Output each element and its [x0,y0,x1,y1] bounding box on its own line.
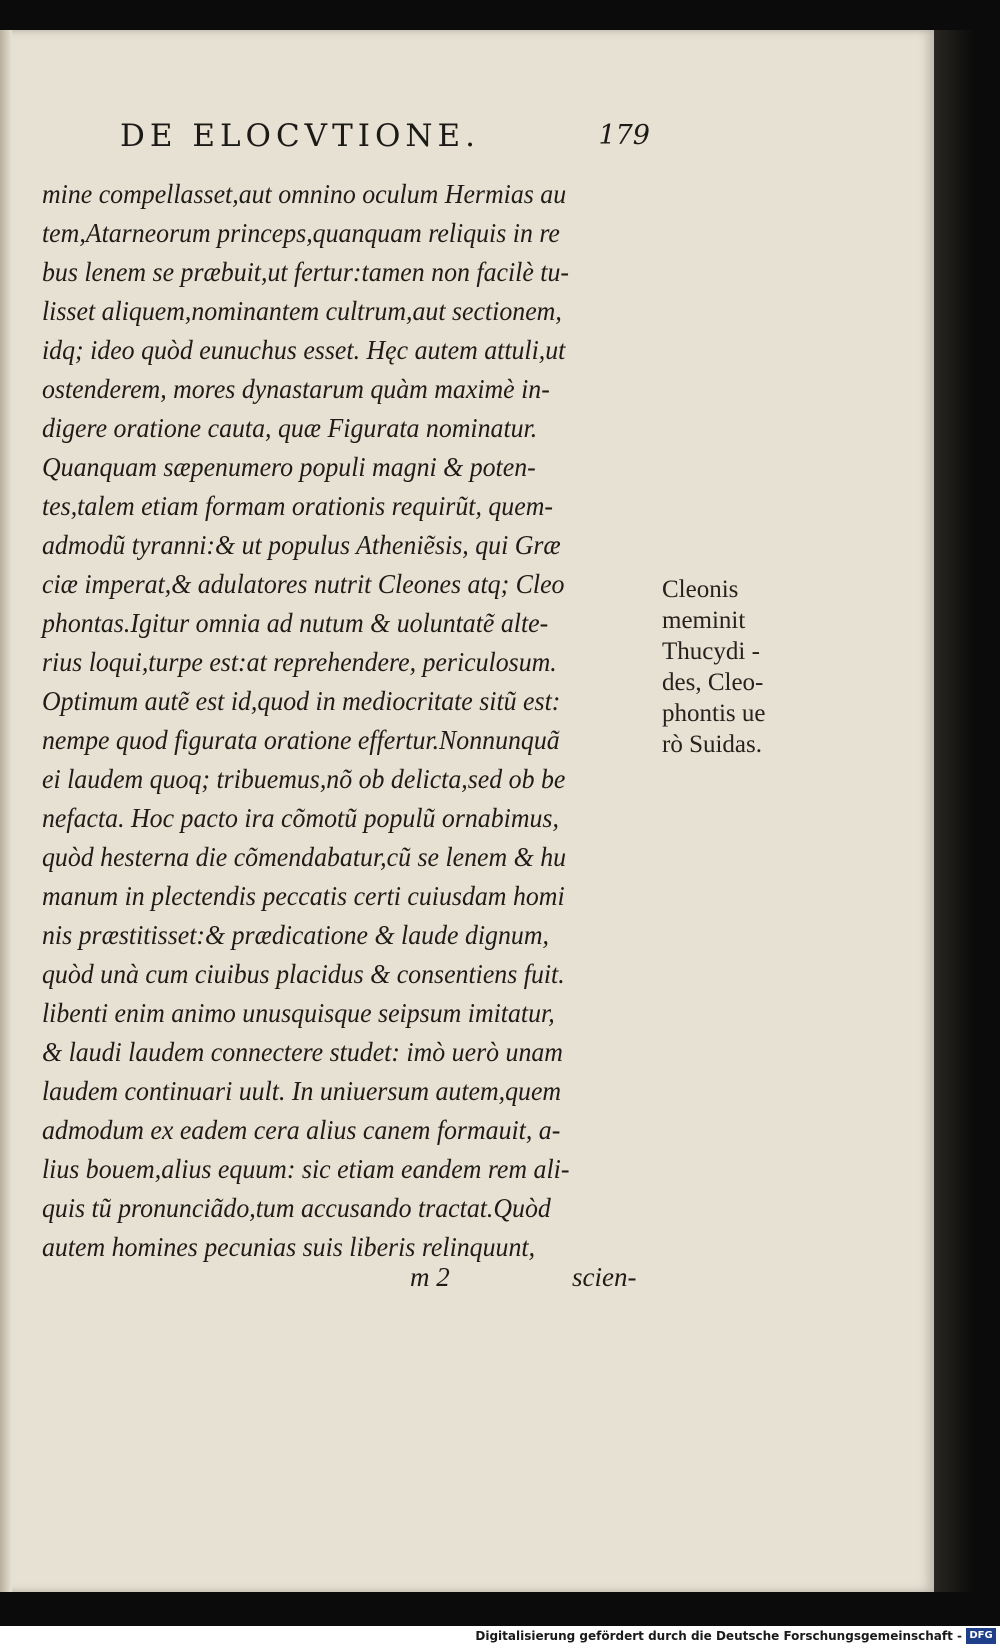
text-line: quòd hesterna die cõmendabatur,cũ se lenem & hu [42,841,567,872]
margin-note [662,574,802,760]
text-line: ostenderem, mores dynastarum quàm maximè in- [42,373,550,404]
page-number: 179 [598,120,650,151]
signature-mark: m 2 [410,1262,450,1292]
text-line: lius bouem,alius equum: sic etiam eandem rem ali- [42,1153,570,1184]
text-line: lisset aliquem,nominantem cultrum,aut sectionem, [42,295,562,326]
funding-credit: Digitalisierung gefördert durch die Deutsche Forschungsgemeinschaft - [475,1629,962,1643]
text-line: tem,Atarneorum princeps,quanquam reliquis in re [42,217,560,248]
margin-note-line: Cleonis [662,576,739,603]
text-line: nefacta. Hoc pacto ira cõmotũ populũ ornabimus, [42,802,559,833]
text-line: phontas.Igitur omnia ad nutum & uoluntatẽ alte- [42,607,549,638]
text-line: nis præstitisset:& prædicatione & laude dignum, [42,919,549,950]
text-line: tes,talem etiam formam orationis requirũt, quem- [42,490,553,521]
text-line: mine compellasset,aut omnino oculum Hermias au [42,178,567,209]
text-line: admodum ex eadem cera alius canem formauit, a- [42,1114,561,1145]
text-line: quòd unà cum ciuibus placidus & consentiens fuit. [42,958,565,989]
body-text [42,174,662,1266]
running-head: DE ELOCVTIONE. [120,118,481,154]
page-edge-shadow [934,30,974,1592]
footer-bar [0,1626,1000,1648]
text-line: bus lenem se præbuit,ut fertur:tamen non facilè tu- [42,256,569,287]
text-line: Quanquam sæpenumero populi magni & poten- [42,451,536,482]
text-line: nempe quod figurata oratione effertur.Nonnunquã [42,724,560,755]
text-line: laudem continuari uult. In uniuersum autem,quem [42,1075,562,1106]
text-line: rius loqui,turpe est:at reprehendere, periculosum. [42,646,557,677]
text-line: digere oratione cauta, quæ Figurata nominatur. [42,412,538,443]
dfg-logo: DFG [966,1628,996,1644]
text-line: autem homines pecunias suis liberis relinquunt, [42,1231,536,1262]
text-line: manum in plectendis peccatis certi cuiusdam homi [42,880,565,911]
margin-note-line: des, Cleo- [662,669,764,696]
margin-note-line: phontis ue [662,700,766,727]
margin-note-line: Thucydi - [662,638,760,665]
text-line: ei laudem quoq; tribuemus,nõ ob delicta,sed ob be [42,763,566,794]
text-line: libenti enim animo unusquisque seipsum imitatur, [42,997,555,1028]
text-line: & laudi laudem connectere studet: imò uerò unam [42,1036,563,1067]
text-line: admodũ tyranni:& ut populus Atheniẽsis, qui Græ [42,529,561,560]
page-gutter-shadow [0,30,12,1592]
catchword: scien- [572,1262,637,1292]
text-line: Optimum autẽ est id,quod in mediocritate sitũ est: [42,685,561,716]
page-header [120,118,650,158]
margin-note-line: rò Suidas. [662,731,762,758]
text-line: ciæ imperat,& adulatores nutrit Cleones atq; Cleo [42,568,565,599]
margin-note-line: meminit [662,607,746,634]
text-line: idq; ideo quòd eunuchus esset. Hęc autem attuli,ut [42,334,566,365]
text-line: quis tũ pronunciãdo,tum accusando tractat.Quòd [42,1192,551,1223]
